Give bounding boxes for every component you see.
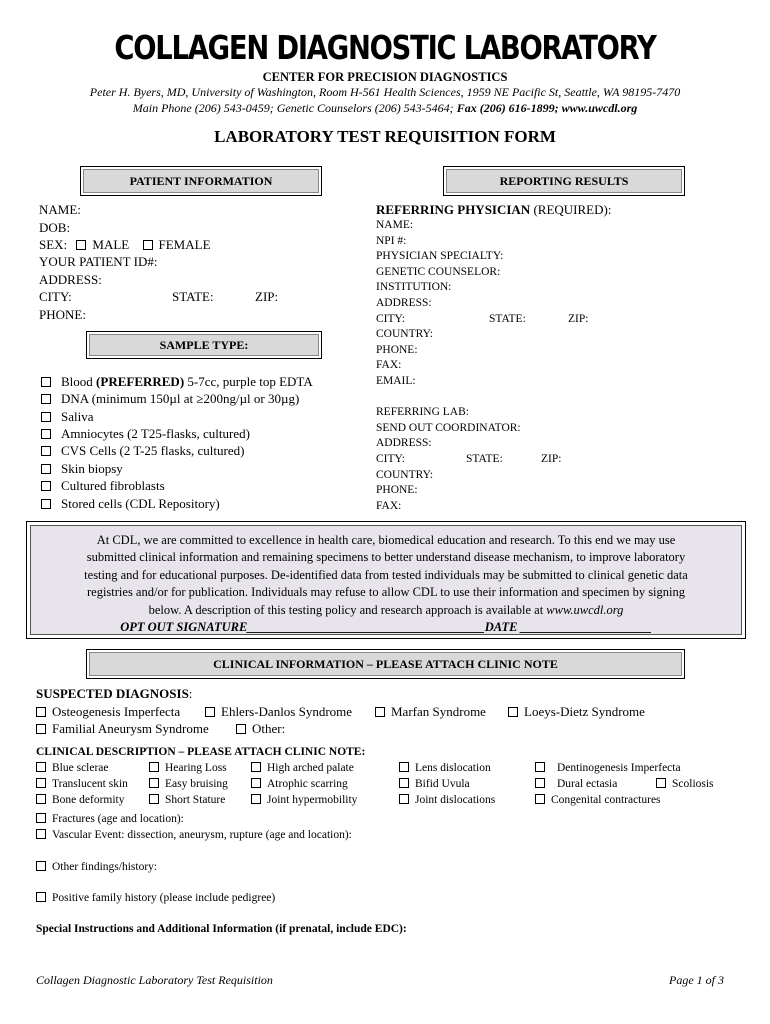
feature-checkbox[interactable] — [149, 762, 159, 772]
physician-city-field[interactable]: CITY: — [376, 313, 405, 325]
feature-item — [251, 762, 354, 774]
lab-phone-field[interactable]: PHONE: — [376, 484, 418, 496]
patient-state-field[interactable]: STATE: — [172, 289, 214, 304]
feature-checkbox[interactable] — [399, 778, 409, 788]
consent-line: submitted clinical information and remaining specimens to better understand disease mechanism, to improve laboratory — [86, 550, 686, 565]
referring-lab-field[interactable]: REFERRING LAB: — [376, 406, 469, 418]
feature-item — [535, 778, 617, 790]
vascular-item — [36, 829, 352, 841]
patient-dob-field[interactable]: DOB: — [39, 220, 71, 235]
male-label: MALE — [92, 237, 130, 252]
feature-checkbox[interactable] — [36, 794, 46, 804]
feature-label: Lens dislocation — [415, 762, 491, 774]
feature-label: Short Stature — [165, 794, 226, 806]
physician-address-field[interactable]: ADDRESS: — [376, 297, 432, 309]
feature-label: Translucent skin — [52, 778, 128, 790]
sample-item — [41, 391, 299, 407]
sample-checkbox[interactable] — [41, 394, 51, 404]
patient-sex-row — [39, 237, 211, 253]
patient-info-heading-box — [80, 166, 322, 196]
opt-out-signature-line[interactable]: OPT OUT SIGNATURE______________________________________DATE _____________________ — [120, 620, 652, 635]
physician-specialty-field[interactable]: PHYSICIAN SPECIALTY: — [376, 250, 504, 262]
consent-line: registries and/or for publication. Individuals may refuse to allow CDL to use their information and specimen by signing — [86, 585, 686, 600]
feature-checkbox[interactable] — [149, 778, 159, 788]
sample-label: CVS Cells (2 T-25 flasks, cultured) — [61, 443, 245, 458]
feature-checkbox[interactable] — [535, 762, 545, 772]
blood-preferred: (PREFERRED) — [96, 374, 185, 389]
sample-item — [41, 426, 250, 442]
feature-item — [399, 794, 495, 806]
sex-label: SEX: — [39, 237, 68, 252]
physician-country-field[interactable]: COUNTRY: — [376, 328, 434, 340]
feature-item — [399, 778, 470, 790]
diagnosis-checkbox[interactable] — [508, 707, 518, 717]
referring-physician-label — [376, 202, 611, 218]
sample-label: Skin biopsy — [61, 461, 123, 476]
feature-item — [656, 778, 714, 790]
header-subtitle: CENTER FOR PRECISION DIAGNOSTICS — [262, 70, 508, 84]
patient-city-field[interactable]: CITY: — [39, 289, 72, 304]
research-consent-box — [26, 521, 746, 639]
vascular-label: Vascular Event: dissection, aneurysm, rupture (age and location): — [52, 829, 352, 841]
sample-checkbox[interactable] — [41, 499, 51, 509]
diagnosis-label: Loeys-Dietz Syndrome — [524, 704, 645, 719]
feature-item — [36, 762, 109, 774]
feature-item — [149, 778, 228, 790]
male-checkbox[interactable] — [76, 240, 86, 250]
consent-line: At CDL, we are committed to excellence in health care, biomedical education and research. To this end we may use — [96, 533, 676, 547]
diagnosis-item — [375, 704, 486, 720]
consent-line-text: below. A description of this testing policy and research approach is available at — [148, 602, 544, 617]
diagnosis-checkbox[interactable] — [36, 707, 46, 717]
female-label: FEMALE — [158, 237, 211, 252]
feature-label: Bone deformity — [52, 794, 125, 806]
header-fax-web: Fax (206) 616-1899; www.uwcdl.org — [456, 101, 638, 115]
lab-city-field[interactable]: CITY: — [376, 453, 405, 465]
diagnosis-checkbox[interactable] — [36, 724, 46, 734]
diagnosis-checkbox[interactable] — [236, 724, 246, 734]
lab-address-field[interactable]: ADDRESS: — [376, 437, 432, 449]
feature-label: Hearing Loss — [165, 762, 227, 774]
diagnosis-label: Familial Aneurysm Syndrome — [52, 721, 209, 736]
header-phone-main: Main Phone (206) 543-0459; Genetic Counselors (206) 543-5464; — [132, 101, 454, 115]
other-findings-checkbox[interactable] — [36, 861, 46, 871]
sample-item — [41, 461, 123, 477]
feature-label: Dentinogenesis Imperfecta — [557, 762, 681, 774]
suspected-diagnosis-title: SUSPECTED DIAGNOSIS — [36, 686, 189, 701]
feature-label: Bifid Uvula — [415, 778, 470, 790]
research-consent-text — [41, 532, 731, 636]
physician-npi-field[interactable]: NPI #: — [376, 235, 407, 247]
sample-label: DNA (minimum 150µl at ≥200ng/µl or 30µg) — [61, 391, 300, 406]
female-checkbox[interactable] — [143, 240, 153, 250]
diagnosis-label: Marfan Syndrome — [391, 704, 486, 719]
other-findings-label: Other findings/history: — [52, 861, 158, 873]
patient-address-field[interactable]: ADDRESS: — [39, 272, 102, 287]
feature-item — [535, 762, 681, 774]
feature-item — [399, 762, 491, 774]
diagnosis-item — [508, 704, 645, 720]
sample-label: Saliva — [61, 409, 94, 424]
feature-checkbox[interactable] — [149, 794, 159, 804]
sample-label: Amniocytes (2 T25-flasks, cultured) — [61, 426, 250, 441]
clinical-info-heading: CLINICAL INFORMATION – PLEASE ATTACH CLINIC NOTE — [213, 656, 558, 671]
reporting-heading: REPORTING RESULTS — [499, 173, 629, 188]
sample-checkbox[interactable] — [41, 481, 51, 491]
sample-checkbox[interactable] — [41, 429, 51, 439]
consent-line — [41, 602, 731, 619]
sample-label: Stored cells (CDL Repository) — [61, 496, 220, 511]
feature-item — [251, 778, 348, 790]
form-title: LABORATORY TEST REQUISITION FORM — [214, 127, 556, 146]
diagnosis-item — [36, 704, 180, 720]
lab-country-field[interactable]: COUNTRY: — [376, 469, 434, 481]
patient-zip-field[interactable]: ZIP: — [255, 289, 279, 304]
consent-url[interactable]: www.uwcdl.org — [546, 602, 624, 617]
header-phones — [0, 101, 770, 116]
diagnosis-label: Ehlers-Danlos Syndrome — [221, 704, 353, 719]
feature-checkbox[interactable] — [399, 762, 409, 772]
diagnosis-item — [36, 721, 209, 737]
patient-id-field[interactable]: YOUR PATIENT ID#: — [39, 254, 158, 269]
sample-item — [41, 478, 165, 494]
family-history-item — [36, 892, 275, 904]
physician-name-field[interactable]: NAME: — [376, 219, 414, 231]
vascular-checkbox[interactable] — [36, 829, 46, 839]
family-history-label: Positive family history (please include pedigree) — [52, 892, 276, 904]
patient-name-field[interactable]: NAME: — [39, 202, 81, 217]
feature-item — [36, 778, 128, 790]
feature-label: Joint hypermobility — [267, 794, 358, 806]
institution-field[interactable]: INSTITUTION: — [376, 281, 452, 293]
suspected-diagnosis-label: SUSPECTED DIAGNOSIS: — [36, 686, 193, 701]
fractures-checkbox[interactable] — [36, 813, 46, 823]
sample-item — [41, 496, 220, 512]
feature-label: Easy bruising — [165, 778, 228, 790]
sample-label: Cultured fibroblasts — [61, 478, 165, 493]
send-out-coordinator-field[interactable]: SEND OUT COORDINATOR: — [376, 422, 521, 434]
clinical-info-heading-box — [86, 649, 685, 679]
feature-label: Atrophic scarring — [267, 778, 348, 790]
feature-checkbox[interactable] — [251, 794, 261, 804]
feature-checkbox[interactable] — [656, 778, 666, 788]
genetic-counselor-field[interactable]: GENETIC COUNSELOR: — [376, 266, 501, 278]
feature-checkbox[interactable] — [36, 778, 46, 788]
blood-checkbox[interactable] — [41, 377, 51, 387]
feature-checkbox[interactable] — [535, 794, 545, 804]
diagnosis-item — [205, 704, 352, 720]
sample-item-blood — [41, 374, 313, 390]
sample-checkbox[interactable] — [41, 446, 51, 456]
patient-phone-field[interactable]: PHONE: — [39, 307, 86, 322]
feature-item — [535, 794, 661, 806]
diagnosis-label: Osteogenesis Imperfecta — [52, 704, 181, 719]
lab-zip-field[interactable]: ZIP: — [541, 453, 562, 465]
feature-checkbox[interactable] — [251, 762, 261, 772]
consent-line: testing and for educational purposes. De-identified data from tested individuals may be submitted to clinical genetic data — [84, 567, 688, 582]
lab-fax-field[interactable]: FAX: — [376, 500, 402, 512]
patient-info-heading: PATIENT INFORMATION — [129, 173, 273, 188]
physician-zip-field[interactable]: ZIP: — [568, 313, 589, 325]
lab-state-field[interactable]: STATE: — [466, 453, 503, 465]
other-findings-item — [36, 861, 157, 873]
physician-fax-field[interactable]: FAX: — [376, 359, 402, 371]
feature-checkbox[interactable] — [251, 778, 261, 788]
sample-checkbox[interactable] — [41, 412, 51, 422]
sample-checkbox[interactable] — [41, 464, 51, 474]
physician-phone-field[interactable]: PHONE: — [376, 344, 418, 356]
page-number: Page 1 of 3 — [669, 973, 724, 987]
feature-item — [149, 794, 225, 806]
family-history-checkbox[interactable] — [36, 892, 46, 902]
diagnosis-item — [236, 721, 285, 737]
feature-label: Dural ectasia — [557, 778, 618, 790]
feature-checkbox[interactable] — [535, 778, 545, 788]
feature-item — [149, 762, 227, 774]
blood-label: Blood — [61, 374, 93, 389]
feature-item — [36, 794, 125, 806]
feature-label: Joint dislocations — [415, 794, 496, 806]
sample-type-heading-box — [86, 331, 322, 359]
fractures-item — [36, 813, 184, 825]
diagnosis-label: Other: — [252, 721, 286, 736]
header-address: Peter H. Byers, MD, University of Washington, Room H-561 Health Sciences, 1959 NE Pacific St, Seattle, WA 98195-7470 — [89, 85, 681, 99]
blood-detail: 5-7cc, purple top EDTA — [187, 374, 313, 389]
sample-type-heading: SAMPLE TYPE: — [159, 337, 249, 352]
diagnosis-checkbox[interactable] — [375, 707, 385, 717]
reporting-heading-box — [443, 166, 685, 196]
sample-item — [41, 443, 244, 459]
diagnosis-checkbox[interactable] — [205, 707, 215, 717]
feature-label: Scoliosis — [672, 778, 714, 790]
feature-label: Blue sclerae — [52, 762, 109, 774]
referring-physician-required: (REQUIRED): — [533, 202, 612, 217]
sample-item — [41, 409, 94, 425]
footer-title: Collagen Diagnostic Laboratory Test Requisition — [36, 973, 273, 987]
feature-item — [251, 794, 357, 806]
lab-logo: COLLAGEN DIAGNOSTIC LABORATORY — [114, 28, 656, 67]
feature-label: High arched palate — [267, 762, 354, 774]
feature-checkbox[interactable] — [36, 762, 46, 772]
physician-email-field[interactable]: EMAIL: — [376, 375, 416, 387]
feature-checkbox[interactable] — [399, 794, 409, 804]
clinical-description-label: CLINICAL DESCRIPTION – PLEASE ATTACH CLINIC NOTE: — [36, 746, 366, 758]
referring-physician-title: REFERRING PHYSICIAN — [376, 202, 531, 217]
physician-state-field[interactable]: STATE: — [489, 313, 526, 325]
special-instructions-label: Special Instructions and Additional Information (if prenatal, include EDC): — [36, 923, 407, 935]
fractures-label: Fractures (age and location): — [52, 813, 184, 825]
feature-label: Congenital contractures — [551, 794, 661, 806]
